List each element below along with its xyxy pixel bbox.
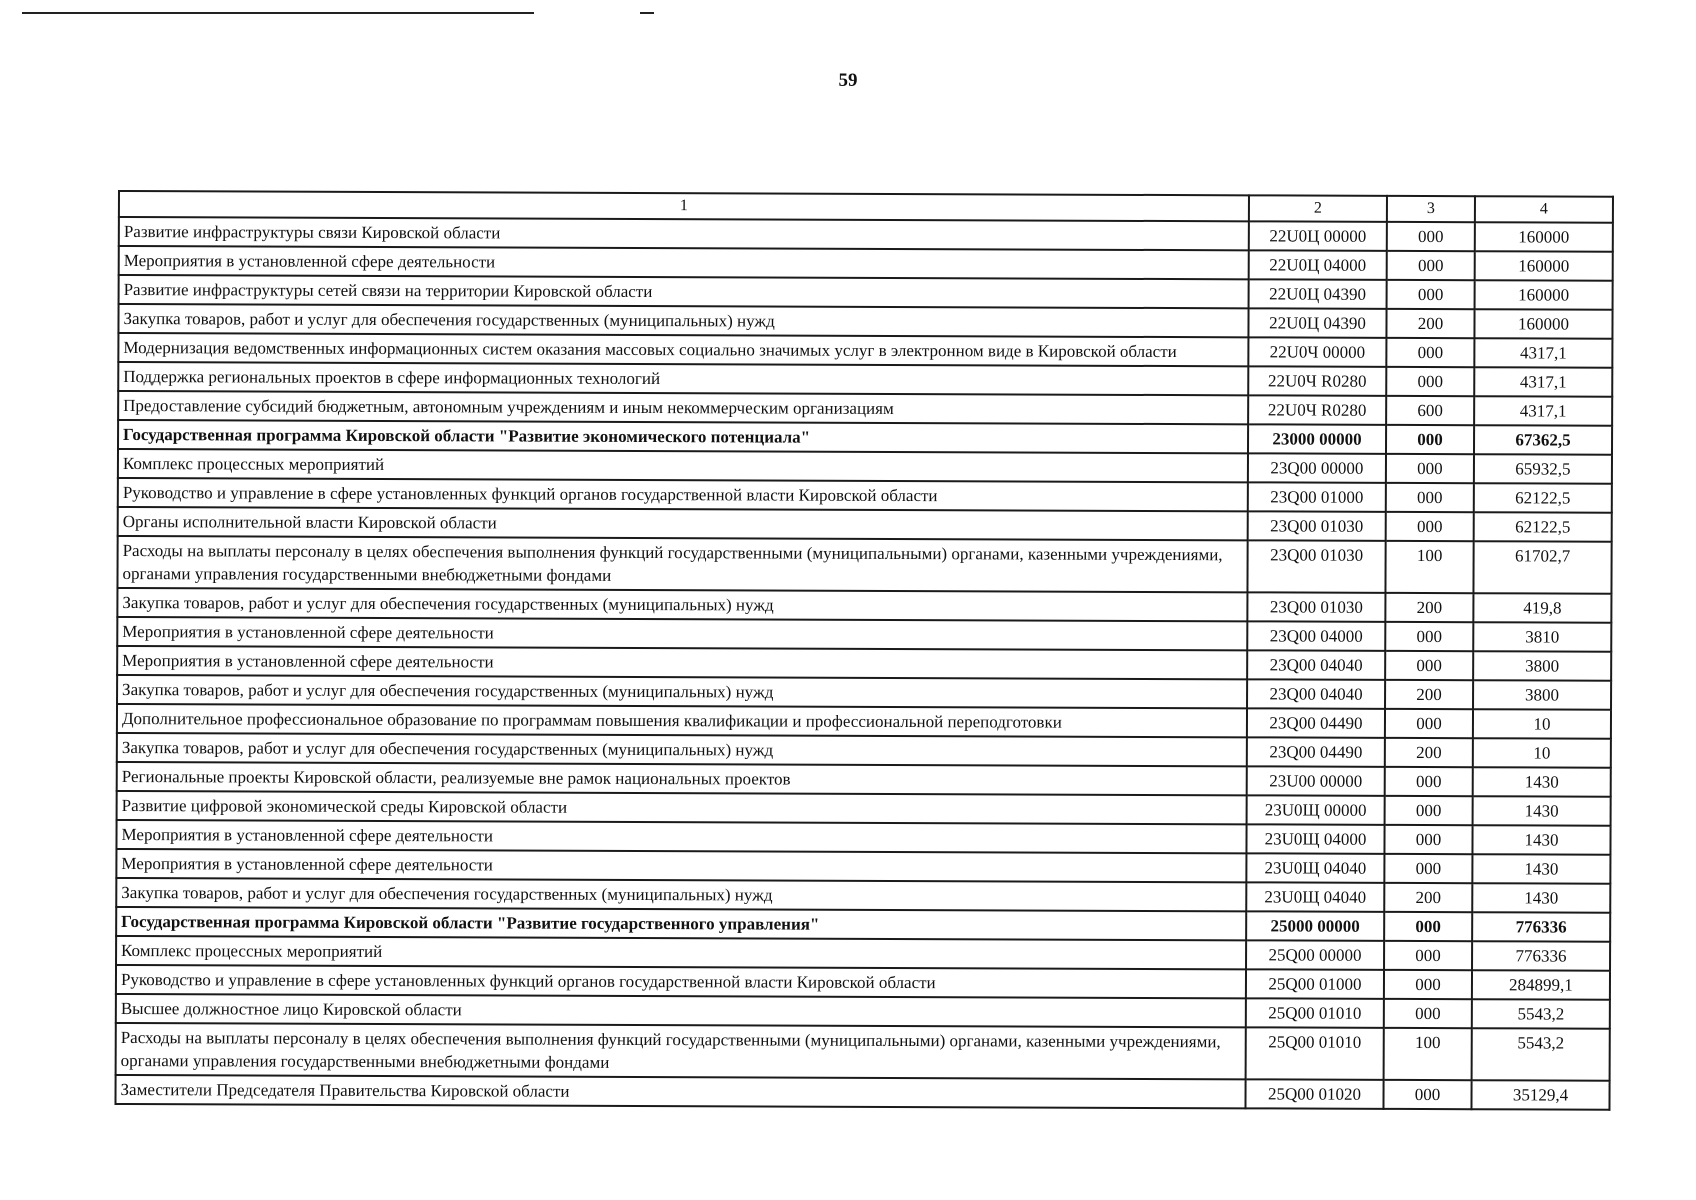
row-amount-cell: 62122,5	[1474, 512, 1612, 542]
row-type-cell: 000	[1387, 280, 1475, 309]
row-name-cell: Развитие инфраструктуры связи Кировской области	[119, 217, 1249, 250]
row-code-cell: 25Q00 01020	[1245, 1079, 1383, 1109]
table-row	[115, 1075, 1609, 1110]
row-type-cell: 000	[1384, 941, 1472, 970]
row-name-cell: Расходы на выплаты персоналу в целях обеспечения выполнения функций государственными (муниципальными) органами, казенными учреждениями, органами управления государственными внебюджетными фондами	[117, 536, 1247, 592]
row-type-cell: 200	[1384, 883, 1472, 912]
row-type-cell: 000	[1383, 1080, 1471, 1109]
row-code-cell: 23Q00 00000	[1248, 453, 1386, 483]
row-amount-cell: 1430	[1472, 854, 1610, 884]
row-type-cell: 000	[1385, 622, 1473, 651]
row-code-cell: 22U0Ч 00000	[1248, 337, 1386, 367]
row-type-cell: 100	[1385, 541, 1473, 593]
row-amount-cell: 4317,1	[1474, 367, 1612, 397]
row-type-cell: 000	[1384, 912, 1472, 941]
row-code-cell: 23Q00 04490	[1247, 737, 1385, 767]
row-name-cell: Комплекс процессных мероприятий	[116, 936, 1246, 969]
row-name-cell: Региональные проекты Кировской области, реализуемые вне рамок национальных проектов	[117, 762, 1247, 795]
row-amount-cell: 4317,1	[1474, 396, 1612, 426]
row-amount-cell: 160000	[1475, 222, 1613, 252]
row-type-cell: 000	[1386, 367, 1474, 396]
row-name-cell: Мероприятия в установленной сфере деятельности	[119, 246, 1249, 279]
row-amount-cell: 10	[1473, 709, 1611, 739]
row-name-cell: Мероприятия в установленной сфере деятельности	[117, 646, 1247, 679]
row-type-cell: 000	[1385, 767, 1473, 796]
row-name-cell: Расходы на выплаты персоналу в целях обеспечения выполнения функций государственными (муниципальными) органами, казенными учреждениями, органами управления государственными внебюджетными фондами	[116, 1023, 1246, 1079]
row-amount-cell: 5543,2	[1472, 1028, 1610, 1081]
row-amount-cell: 776336	[1472, 941, 1610, 971]
row-code-cell: 23Q00 01000	[1248, 482, 1386, 512]
table-body	[115, 191, 1612, 1110]
row-code-cell: 23U0Щ 04040	[1246, 882, 1384, 912]
row-type-cell: 200	[1386, 309, 1474, 338]
row-name-cell: Поддержка региональных проектов в сфере информационных технологий	[118, 362, 1248, 395]
row-amount-cell: 160000	[1474, 309, 1612, 339]
row-code-cell: 23U0Щ 04000	[1246, 824, 1384, 854]
table-row	[117, 536, 1611, 594]
row-type-cell: 000	[1387, 222, 1475, 251]
row-name-cell: Государственная программа Кировской области "Развитие экономического потенциала"	[118, 420, 1248, 453]
top-rule	[22, 12, 534, 14]
row-type-cell: 000	[1384, 825, 1472, 854]
row-amount-cell: 284899,1	[1472, 970, 1610, 1000]
header-col-2: 2	[1249, 195, 1387, 222]
row-code-cell: 22U0Ц 04390	[1249, 279, 1387, 309]
budget-table	[114, 190, 1614, 1111]
row-code-cell: 23Q00 01030	[1247, 592, 1385, 622]
row-code-cell: 23Q00 04040	[1247, 679, 1385, 709]
row-type-cell: 000	[1385, 796, 1473, 825]
row-type-cell: 200	[1385, 593, 1473, 622]
row-type-cell: 000	[1386, 338, 1474, 367]
row-amount-cell: 3800	[1473, 651, 1611, 681]
row-code-cell: 25000 00000	[1246, 911, 1384, 941]
row-amount-cell: 61702,7	[1473, 541, 1611, 594]
row-code-cell: 25Q00 00000	[1246, 940, 1384, 970]
row-code-cell: 22U0Ч R0280	[1248, 366, 1386, 396]
row-type-cell: 000	[1386, 454, 1474, 483]
row-amount-cell: 4317,1	[1474, 338, 1612, 368]
row-code-cell: 23Q00 01030	[1248, 511, 1386, 541]
row-name-cell: Предоставление субсидий бюджетным, автономным учреждениям и иным некоммерческим организациям	[118, 391, 1248, 424]
row-amount-cell: 35129,4	[1471, 1080, 1609, 1110]
row-name-cell: Мероприятия в установленной сфере деятельности	[116, 849, 1246, 882]
row-code-cell: 23Q00 04490	[1247, 708, 1385, 738]
row-type-cell: 600	[1386, 396, 1474, 425]
header-col-3: 3	[1387, 196, 1475, 222]
row-code-cell: 23U0Щ 00000	[1247, 795, 1385, 825]
row-amount-cell: 160000	[1475, 251, 1613, 281]
row-name-cell: Дополнительное профессиональное образование по программам повышения квалификации и профессиональной переподготовки	[117, 704, 1247, 737]
row-type-cell: 200	[1385, 738, 1473, 767]
row-name-cell: Руководство и управление в сфере установленных функций органов государственной власти Кировской области	[118, 478, 1248, 511]
row-code-cell: 25Q00 01010	[1246, 1027, 1384, 1080]
row-name-cell: Заместители Председателя Правительства Кировской области	[115, 1075, 1245, 1108]
row-amount-cell: 1430	[1473, 767, 1611, 797]
row-code-cell: 25Q00 01000	[1246, 969, 1384, 999]
row-amount-cell: 1430	[1472, 883, 1610, 913]
row-type-cell: 200	[1385, 680, 1473, 709]
row-name-cell: Закупка товаров, работ и услуг для обеспечения государственных (муниципальных) нужд	[116, 878, 1246, 911]
row-amount-cell: 10	[1473, 738, 1611, 768]
row-type-cell: 000	[1386, 425, 1474, 454]
row-amount-cell: 776336	[1472, 912, 1610, 942]
row-name-cell: Закупка товаров, работ и услуг для обеспечения государственных (муниципальных) нужд	[117, 588, 1247, 621]
row-name-cell: Органы исполнительной власти Кировской области	[118, 507, 1248, 540]
row-type-cell: 000	[1385, 651, 1473, 680]
row-name-cell: Развитие цифровой экономической среды Кировской области	[117, 791, 1247, 824]
row-amount-cell: 3800	[1473, 680, 1611, 710]
row-code-cell: 23U0Щ 04040	[1246, 853, 1384, 883]
row-type-cell: 000	[1384, 999, 1472, 1028]
row-amount-cell: 67362,5	[1474, 425, 1612, 455]
row-name-cell: Закупка товаров, работ и услуг для обеспечения государственных (муниципальных) нужд	[118, 304, 1248, 337]
row-amount-cell: 1430	[1473, 796, 1611, 826]
row-name-cell: Руководство и управление в сфере установленных функций органов государственной власти Кировской области	[116, 965, 1246, 998]
row-amount-cell: 5543,2	[1472, 999, 1610, 1029]
row-name-cell: Развитие инфраструктуры сетей связи на территории Кировской области	[119, 275, 1249, 308]
row-amount-cell: 65932,5	[1474, 454, 1612, 484]
row-amount-cell: 3810	[1473, 622, 1611, 652]
row-name-cell: Высшее должностное лицо Кировской области	[116, 994, 1246, 1027]
row-type-cell: 000	[1386, 483, 1474, 512]
row-code-cell: 23Q00 01030	[1247, 540, 1385, 593]
header-col-4: 4	[1475, 196, 1613, 223]
row-code-cell: 22U0Ц 04000	[1249, 250, 1387, 280]
row-code-cell: 22U0Ц 04390	[1248, 308, 1386, 338]
page-number: 59	[838, 70, 858, 91]
row-type-cell: 000	[1384, 854, 1472, 883]
table-row	[116, 1023, 1610, 1081]
row-type-cell: 000	[1387, 251, 1475, 280]
row-code-cell: 22U0Ч R0280	[1248, 395, 1386, 425]
row-type-cell: 100	[1384, 1028, 1472, 1080]
row-code-cell: 22U0Ц 00000	[1249, 221, 1387, 251]
row-amount-cell: 62122,5	[1474, 483, 1612, 513]
row-code-cell: 25Q00 01010	[1246, 998, 1384, 1028]
row-amount-cell: 160000	[1475, 280, 1613, 310]
row-name-cell: Мероприятия в установленной сфере деятельности	[117, 617, 1247, 650]
row-name-cell: Комплекс процессных мероприятий	[118, 449, 1248, 482]
row-type-cell: 000	[1385, 709, 1473, 738]
row-name-cell: Государственная программа Кировской области "Развитие государственного управления"	[116, 907, 1246, 940]
header-col-1: 1	[119, 191, 1249, 221]
row-code-cell: 23Q00 04000	[1247, 621, 1385, 651]
row-name-cell: Модернизация ведомственных информационных систем оказания массовых социально значимых услуг в электронном виде в Кировской области	[118, 333, 1248, 366]
row-code-cell: 23000 00000	[1248, 424, 1386, 454]
row-code-cell: 23U00 00000	[1247, 766, 1385, 796]
row-code-cell: 23Q00 04040	[1247, 650, 1385, 680]
row-name-cell: Закупка товаров, работ и услуг для обеспечения государственных (муниципальных) нужд	[117, 733, 1247, 766]
row-type-cell: 000	[1384, 970, 1472, 999]
row-amount-cell: 1430	[1472, 825, 1610, 855]
top-dash	[640, 12, 654, 14]
row-name-cell: Мероприятия в установленной сфере деятельности	[116, 820, 1246, 853]
row-name-cell: Закупка товаров, работ и услуг для обеспечения государственных (муниципальных) нужд	[117, 675, 1247, 708]
row-amount-cell: 419,8	[1473, 593, 1611, 623]
row-type-cell: 000	[1386, 512, 1474, 541]
